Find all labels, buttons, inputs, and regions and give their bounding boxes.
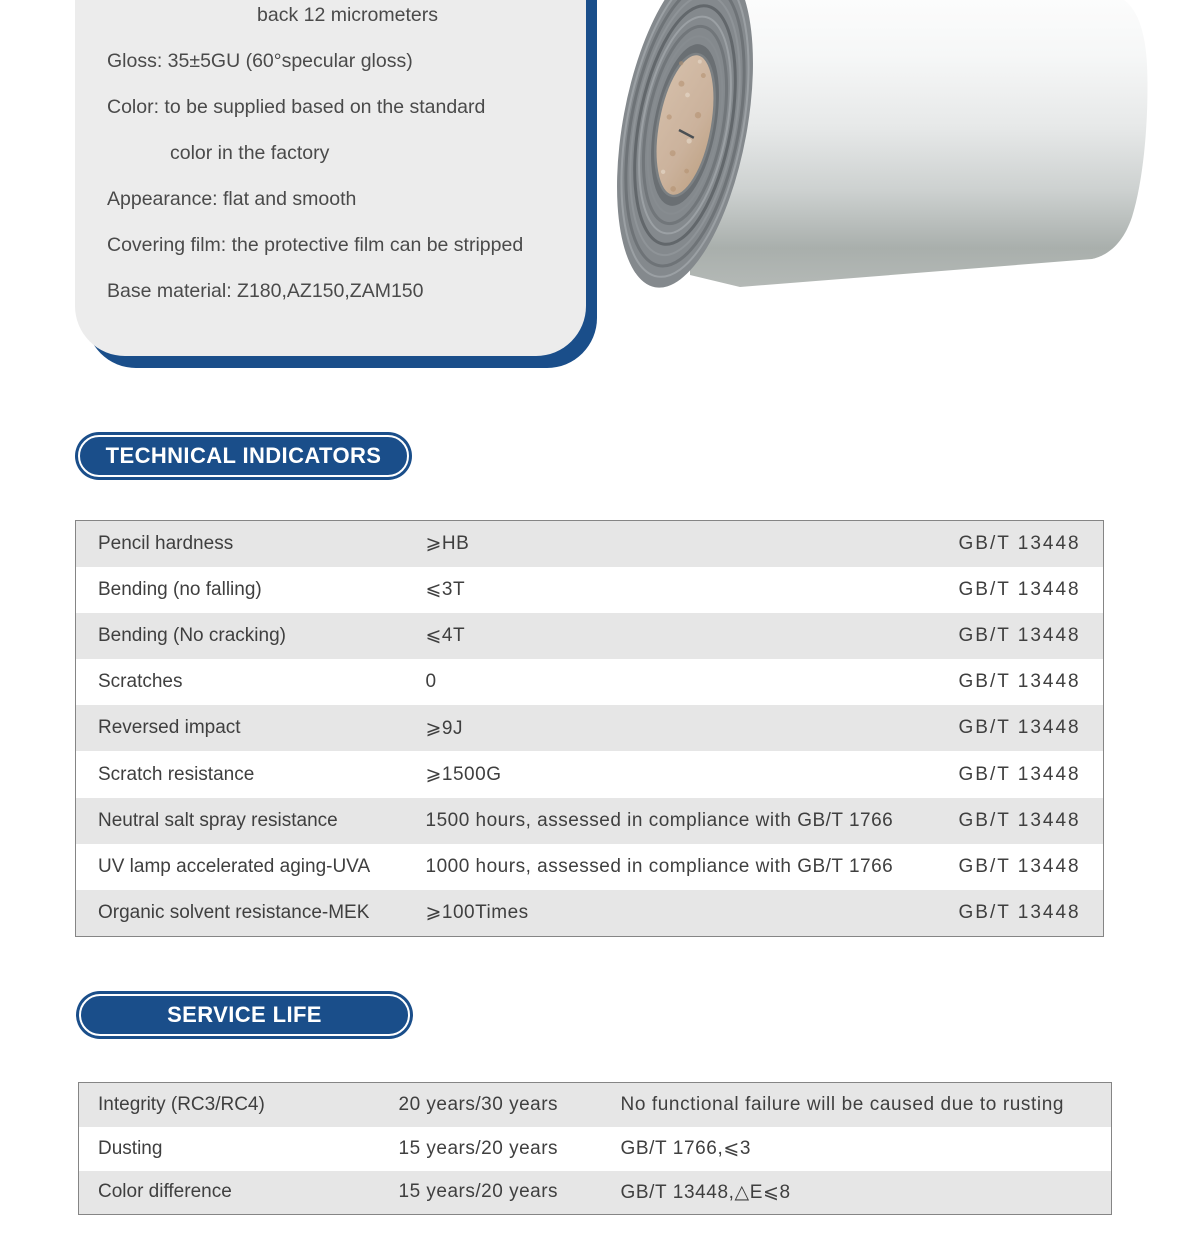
service-duration: 20 years/30 years [399, 1083, 621, 1127]
indicator-standard: GB/T 13448 [959, 844, 1104, 890]
table-row [76, 659, 1104, 705]
indicator-standard: GB/T 13448 [959, 751, 1104, 797]
table-row [76, 567, 1104, 613]
indicator-name: Pencil hardness [76, 521, 426, 567]
service-criterion: No functional failure will be caused due to rusting [621, 1083, 1112, 1127]
table-row [79, 1083, 1112, 1127]
table-row [76, 613, 1104, 659]
spec-line: back 12 micrometers [257, 4, 438, 26]
indicator-name: Scratch resistance [76, 751, 426, 797]
service-item: Dusting [79, 1127, 399, 1171]
spec-line: Gloss: 35±5GU (60°specular gloss) [107, 50, 413, 72]
table-row [76, 521, 1104, 567]
service-item: Integrity (RC3/RC4) [79, 1083, 399, 1127]
table-row [76, 890, 1104, 936]
indicator-standard: GB/T 13448 [959, 521, 1104, 567]
indicator-name: Reversed impact [76, 705, 426, 751]
indicator-value: ⩽4T [426, 613, 959, 659]
indicator-value: 0 [426, 659, 959, 705]
indicator-name: Organic solvent resistance-MEK [76, 890, 426, 936]
spec-card-body [75, 0, 586, 356]
table-row [76, 751, 1104, 797]
service-duration: 15 years/20 years [399, 1127, 621, 1171]
table-row [79, 1127, 1112, 1171]
indicator-standard: GB/T 13448 [959, 613, 1104, 659]
indicator-value: ⩾HB [426, 521, 959, 567]
indicator-value: ⩾1500G [426, 751, 959, 797]
spec-line: color in the factory [170, 142, 330, 164]
steel-coil-image [600, 0, 1165, 295]
indicator-value: 1000 hours, assessed in compliance with GB/T 1766 [426, 844, 959, 890]
spec-line: Color: to be supplied based on the standard [107, 96, 486, 118]
product-spec-card [75, 0, 586, 356]
indicator-standard: GB/T 13448 [959, 659, 1104, 705]
section-heading-label: SERVICE LIFE [167, 1002, 322, 1027]
indicator-value: ⩾9J [426, 705, 959, 751]
section-heading-label: TECHNICAL INDICATORS [105, 443, 382, 468]
indicator-name: Scratches [76, 659, 426, 705]
indicator-standard: GB/T 13448 [959, 798, 1104, 844]
section-heading-technical-indicators [75, 432, 412, 480]
indicator-name: Bending (No cracking) [76, 613, 426, 659]
table-row [76, 705, 1104, 751]
service-criterion: GB/T 1766,⩽3 [621, 1127, 1112, 1171]
table-row [79, 1171, 1112, 1215]
indicator-name: Bending (no falling) [76, 567, 426, 613]
indicator-standard: GB/T 13448 [959, 705, 1104, 751]
spec-line: Appearance: flat and smooth [107, 188, 357, 210]
indicator-value: ⩾100Times [426, 890, 959, 936]
table-row [76, 798, 1104, 844]
spec-line: Base material: Z180,AZ150,ZAM150 [107, 280, 424, 302]
indicator-name: UV lamp accelerated aging-UVA [76, 844, 426, 890]
service-life-table [78, 1082, 1112, 1215]
indicator-standard: GB/T 13448 [959, 567, 1104, 613]
section-heading-service-life [76, 991, 413, 1039]
indicator-value: 1500 hours, assessed in compliance with GB/T 1766 [426, 798, 959, 844]
table-row [76, 844, 1104, 890]
service-criterion: GB/T 13448,△E⩽8 [621, 1171, 1112, 1215]
indicator-value: ⩽3T [426, 567, 959, 613]
technical-indicators-table [75, 520, 1104, 937]
indicator-standard: GB/T 13448 [959, 890, 1104, 936]
service-duration: 15 years/20 years [399, 1171, 621, 1215]
service-item: Color difference [79, 1171, 399, 1215]
spec-line: Covering film: the protective film can be stripped [107, 234, 524, 256]
indicator-name: Neutral salt spray resistance [76, 798, 426, 844]
